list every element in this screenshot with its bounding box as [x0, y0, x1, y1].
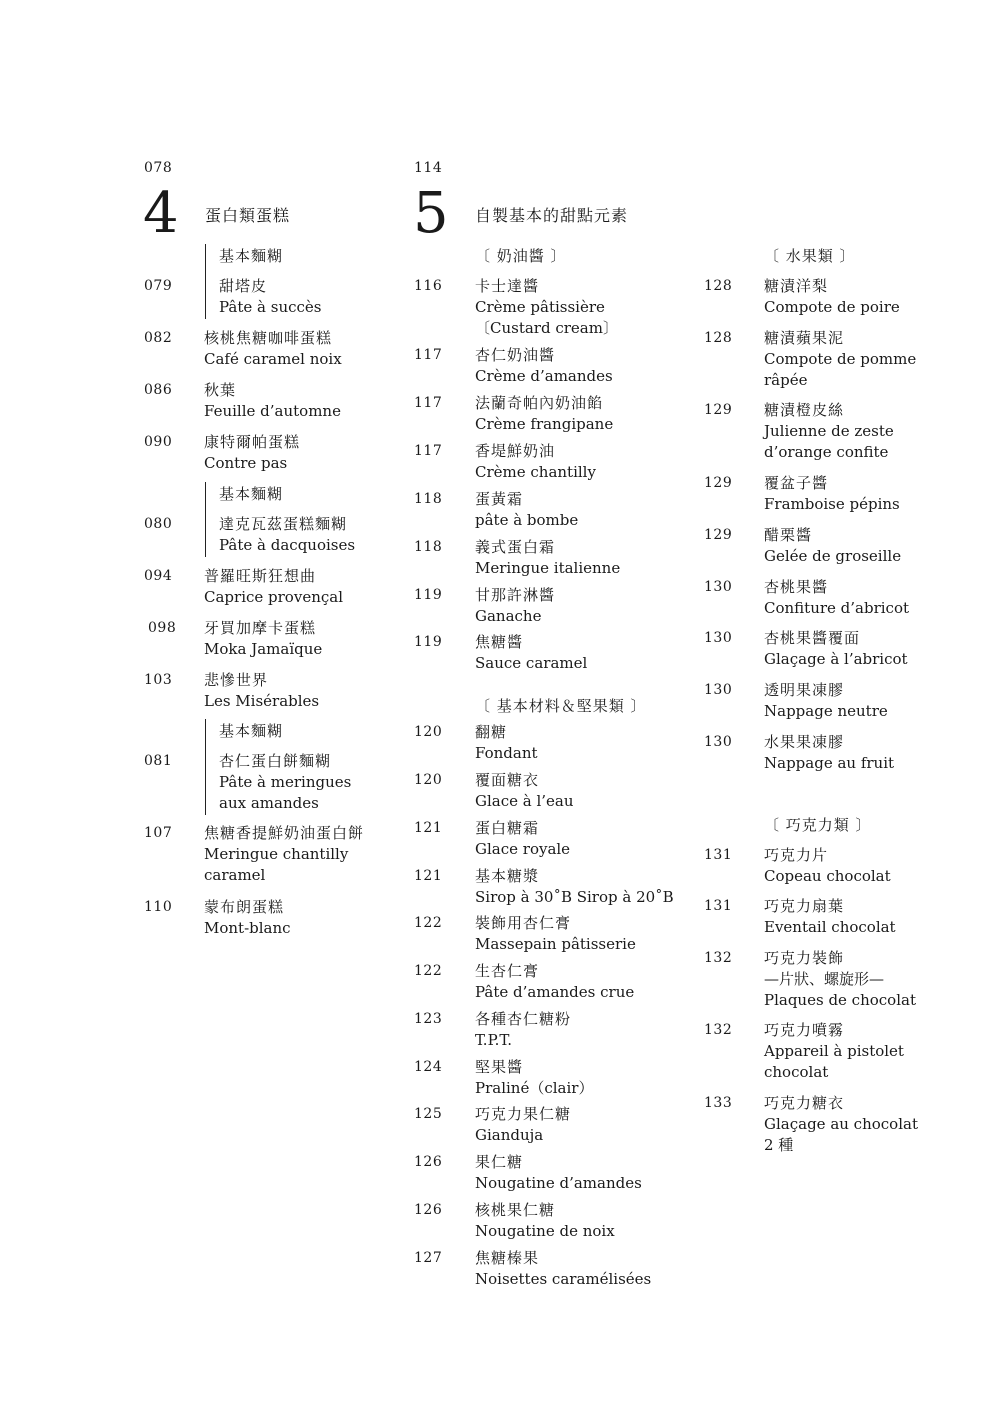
entry-title-fr: Julienne de zeste	[764, 422, 894, 440]
toc-entry[interactable]	[414, 722, 684, 766]
entry-title-fr: —片狀、螺旋形—	[764, 970, 885, 988]
entry-title-zh: 杏仁蛋白餅麵糊	[219, 752, 332, 770]
entry-page-number: 126	[414, 1202, 443, 1218]
entry-title-zh: 香堤鮮奶油	[475, 442, 556, 460]
entry-title-zh: 焦糖香提鮮奶油蛋白餅	[204, 824, 365, 842]
entry-page-number: 120	[414, 772, 443, 788]
toc-entry[interactable]	[144, 566, 374, 610]
entry-title-fr: Crème d’amandes	[475, 367, 613, 385]
entry-title-zh: 甜塔皮	[219, 277, 268, 295]
entry-title-fr: Moka Jamaïque	[204, 640, 323, 658]
entry-title-zh: 甘那許淋醬	[475, 586, 556, 604]
entry-title-zh: 焦糖榛果	[475, 1249, 540, 1267]
entry-page-number: 127	[414, 1250, 443, 1266]
toc-entry[interactable]	[704, 896, 934, 940]
entry-title-fr: 2 種	[764, 1136, 794, 1154]
toc-entry[interactable]	[414, 866, 684, 910]
entry-title-zh: 巧克力裝飾	[764, 949, 845, 967]
entry-page-number: 119	[414, 587, 443, 603]
entry-page-number: 128	[704, 330, 733, 346]
entry-page-number: 081	[144, 753, 173, 769]
entry-page-number: 132	[704, 1022, 733, 1038]
toc-entry[interactable]	[414, 441, 684, 485]
entry-page-number: 125	[414, 1106, 443, 1122]
entry-title-fr: Contre pas	[204, 454, 288, 472]
section-heading-chocolate: 〔 巧克力類 〕	[764, 816, 872, 834]
entry-page-number: 119	[414, 634, 443, 650]
base-batter-label: 基本麵糊	[219, 722, 284, 740]
entry-title-zh: 裝飾用杏仁膏	[475, 914, 572, 932]
toc-entry[interactable]	[704, 680, 934, 724]
entry-title-fr: T.P.T.	[475, 1031, 512, 1049]
entry-page-number: 121	[414, 820, 443, 836]
entry-title-fr: Café caramel noix	[204, 350, 342, 368]
chapter-5-page-number: 114	[414, 160, 443, 176]
chapter-4-title: 蛋白類蛋糕	[205, 206, 291, 225]
entry-title-zh: 達克瓦茲蛋糕麵糊	[219, 515, 348, 533]
entry-page-number: 121	[414, 868, 443, 884]
entry-page-number: 123	[414, 1011, 443, 1027]
entry-title-zh: 蛋黃霜	[475, 490, 524, 508]
entry-title-fr: Meringue chantilly	[204, 845, 349, 863]
entry-title-fr: Glace royale	[475, 840, 571, 858]
entry-page-number: 129	[704, 402, 733, 418]
entry-page-number: 117	[414, 395, 443, 411]
entry-page-number: 118	[414, 491, 443, 507]
toc-entry[interactable]	[704, 948, 934, 1014]
entry-title-zh: 糖漬洋梨	[764, 277, 829, 295]
entry-title-fr: Les Misérables	[204, 692, 320, 710]
entry-title-zh: 基本糖漿	[475, 867, 540, 885]
entry-title-zh: 堅果醬	[475, 1058, 524, 1076]
toc-entry[interactable]	[414, 770, 684, 814]
entry-page-number: 110	[144, 899, 173, 915]
entry-title-fr: Nappage au fruit	[764, 754, 895, 772]
entry-title-fr: Pâte à succès	[219, 298, 322, 316]
entry-title-fr: chocolat	[764, 1063, 829, 1081]
entry-title-zh: 生杏仁膏	[475, 962, 540, 980]
entry-title-zh: 糖漬橙皮絲	[764, 401, 845, 419]
toc-entry[interactable]	[704, 400, 934, 466]
entry-page-number: 116	[414, 278, 443, 294]
entry-title-zh: 巧克力扇葉	[764, 897, 845, 915]
toc-entry[interactable]	[414, 1009, 684, 1053]
entry-title-fr: Sirop à 30˚B Sirop à 20˚B	[475, 888, 674, 906]
entry-title-fr: Ganache	[475, 607, 542, 625]
toc-entry[interactable]	[144, 432, 374, 476]
entry-title-fr: Copeau chocolat	[764, 867, 891, 885]
entry-title-fr: Compote de pomme	[764, 350, 917, 368]
section-heading-cream: 〔 奶油醬 〕	[475, 247, 567, 265]
entry-title-zh: 杏桃果醬覆面	[764, 629, 861, 647]
entry-title-fr: Nappage neutre	[764, 702, 888, 720]
entry-title-fr: Nougatine d’amandes	[475, 1174, 642, 1192]
toc-entry[interactable]	[414, 961, 684, 1005]
toc-entry[interactable]	[144, 618, 374, 662]
entry-title-zh: 蒙布朗蛋糕	[204, 898, 285, 916]
entry-title-zh: 焦糖醬	[475, 633, 524, 651]
entry-page-number: 086	[144, 382, 173, 398]
entry-title-zh: 法蘭奇帕內奶油餡	[475, 394, 604, 412]
entry-title-fr: Gianduja	[475, 1126, 544, 1144]
toc-entry[interactable]	[414, 1248, 684, 1292]
entry-title-zh: 覆盆子醬	[764, 474, 829, 492]
entry-title-fr: d’orange confite	[764, 443, 889, 461]
toc-entry[interactable]	[414, 913, 684, 957]
entry-page-number: 120	[414, 724, 443, 740]
entry-page-number: 080	[144, 516, 173, 532]
entry-page-number: 130	[704, 579, 733, 595]
chapter-5-number: 5	[413, 181, 449, 246]
entry-title-fr: Confiture d’abricot	[764, 599, 910, 617]
entry-title-zh: 牙買加摩卡蛋糕	[204, 619, 317, 637]
toc-entry[interactable]	[414, 276, 684, 342]
entry-title-zh: 卡士達醬	[475, 277, 540, 295]
entry-title-fr: Sauce caramel	[475, 654, 588, 672]
entry-title-fr: Nougatine de noix	[475, 1222, 615, 1240]
toc-entry[interactable]	[704, 628, 934, 672]
entry-title-zh: 蛋白糖霜	[475, 819, 540, 837]
entry-page-number: 132	[704, 950, 733, 966]
entry-title-fr: caramel	[204, 866, 266, 884]
entry-title-zh: 巧克力片	[764, 846, 829, 864]
toc-entry[interactable]	[704, 732, 934, 776]
base-batter-label: 基本麵糊	[219, 485, 284, 503]
entry-page-number: 117	[414, 347, 443, 363]
entry-page-number: 103	[144, 672, 173, 688]
entry-title-fr: râpée	[764, 371, 808, 389]
toc-entry[interactable]	[144, 380, 374, 424]
entry-title-fr: Noisettes caramélisées	[475, 1270, 652, 1288]
base-batter-label: 基本麵糊	[219, 247, 284, 265]
entry-title-zh: 悲慘世界	[204, 671, 269, 689]
entry-title-fr: Crème chantilly	[475, 463, 596, 481]
entry-title-zh: 巧克力糖衣	[764, 1094, 845, 1112]
entry-title-fr: Glaçage à l’abricot	[764, 650, 908, 668]
entry-title-zh: 秋葉	[204, 381, 237, 399]
entry-page-number: 094	[144, 568, 173, 584]
entry-title-zh: 翻糖	[475, 723, 508, 741]
toc-entry[interactable]	[704, 1020, 934, 1086]
entry-title-zh: 醋栗醬	[764, 526, 813, 544]
entry-title-fr: Pâte à meringues	[219, 773, 352, 791]
entry-title-fr: 〔Custard cream〕	[475, 319, 618, 337]
toc-entry[interactable]	[144, 897, 374, 941]
entry-title-fr: aux amandes	[219, 794, 319, 812]
toc-entry[interactable]	[144, 823, 374, 889]
chapter-4-number: 4	[143, 181, 179, 246]
entry-title-fr: Meringue italienne	[475, 559, 621, 577]
section-heading-basic-materials: 〔 基本材料＆堅果類 〕	[475, 697, 647, 715]
entry-title-fr: Mont-blanc	[204, 919, 291, 937]
entry-page-number: 131	[704, 847, 733, 863]
toc-entry[interactable]	[144, 670, 374, 714]
entry-page-number: 122	[414, 915, 443, 931]
toc-entry[interactable]	[414, 632, 684, 676]
entry-page-number: 079	[144, 278, 173, 294]
entry-title-zh: 義式蛋白霜	[475, 538, 556, 556]
toc-entry[interactable]	[704, 276, 934, 320]
entry-title-zh: 糖漬蘋果泥	[764, 329, 845, 347]
entry-title-zh: 核桃果仁糖	[475, 1201, 556, 1219]
entry-title-fr: Plaques de chocolat	[764, 991, 916, 1009]
toc-entry[interactable]	[414, 1104, 684, 1148]
entry-page-number: 130	[704, 630, 733, 646]
entry-page-number: 117	[414, 443, 443, 459]
entry-page-number: 129	[704, 475, 733, 491]
entry-page-number: 131	[704, 898, 733, 914]
toc-entry[interactable]	[704, 845, 934, 889]
entry-page-number: 130	[704, 682, 733, 698]
section-heading-fruit: 〔 水果類 〕	[764, 247, 856, 265]
toc-entry[interactable]	[414, 537, 684, 581]
entry-title-zh: 巧克力噴霧	[764, 1021, 845, 1039]
entry-title-zh: 果仁糖	[475, 1153, 524, 1171]
toc-entry[interactable]	[144, 276, 374, 320]
toc-entry[interactable]	[414, 1200, 684, 1244]
entry-title-fr: Crème pâtissière	[475, 298, 605, 316]
toc-entry[interactable]	[414, 1057, 684, 1101]
entry-title-zh: 康特爾帕蛋糕	[204, 433, 301, 451]
toc-entry[interactable]	[704, 328, 934, 394]
toc-entry[interactable]	[704, 577, 934, 621]
entry-page-number: 082	[144, 330, 173, 346]
entry-title-fr: Glace à l’eau	[475, 792, 574, 810]
entry-title-zh: 巧克力果仁糖	[475, 1105, 572, 1123]
toc-entry[interactable]	[704, 525, 934, 569]
entry-title-zh: 覆面糖衣	[475, 771, 540, 789]
entry-title-fr: Pâte à dacquoises	[219, 536, 356, 554]
toc-entry[interactable]	[414, 818, 684, 862]
toc-entry[interactable]	[414, 393, 684, 437]
entry-title-fr: Pâte d’amandes crue	[475, 983, 635, 1001]
entry-title-fr: Compote de poire	[764, 298, 900, 316]
entry-title-fr: Framboise pépins	[764, 495, 900, 513]
toc-entry[interactable]	[144, 751, 374, 817]
toc-entry[interactable]	[704, 1093, 934, 1159]
entry-page-number: 098	[148, 620, 177, 636]
entry-title-zh: 杏仁奶油醬	[475, 346, 556, 364]
toc-entry[interactable]	[144, 328, 374, 372]
entry-page-number: 133	[704, 1095, 733, 1111]
toc-entry[interactable]	[414, 489, 684, 533]
chapter-5-title: 自製基本的甜點元素	[475, 206, 629, 225]
entry-title-fr: Fondant	[475, 744, 538, 762]
entry-page-number: 124	[414, 1059, 443, 1075]
entry-page-number: 122	[414, 963, 443, 979]
entry-page-number: 118	[414, 539, 443, 555]
entry-page-number: 107	[144, 825, 173, 841]
entry-title-zh: 水果果凍膠	[764, 733, 845, 751]
toc-entry[interactable]	[414, 1152, 684, 1196]
entry-page-number: 126	[414, 1154, 443, 1170]
entry-title-fr: Massepain pâtisserie	[475, 935, 636, 953]
entry-page-number: 090	[144, 434, 173, 450]
toc-entry[interactable]	[414, 585, 684, 629]
entry-title-zh: 透明果凍膠	[764, 681, 845, 699]
entry-title-fr: pâte à bombe	[475, 511, 579, 529]
entry-title-zh: 各種杏仁糖粉	[475, 1010, 572, 1028]
entry-title-zh: 杏桃果醬	[764, 578, 829, 596]
toc-entry[interactable]	[144, 514, 374, 558]
toc-entry[interactable]	[414, 345, 684, 389]
entry-title-fr: Eventail chocolat	[764, 918, 896, 936]
toc-entry[interactable]	[704, 473, 934, 517]
entry-title-zh: 普羅旺斯狂想曲	[204, 567, 317, 585]
entry-title-fr: Crème frangipane	[475, 415, 614, 433]
entry-title-fr: Caprice provençal	[204, 588, 343, 606]
entry-title-zh: 核桃焦糖咖啡蛋糕	[204, 329, 333, 347]
entry-page-number: 129	[704, 527, 733, 543]
entry-title-fr: Feuille d’automne	[204, 402, 341, 420]
entry-title-fr: Appareil à pistolet	[764, 1042, 904, 1060]
entry-title-fr: Glaçage au chocolat	[764, 1115, 918, 1133]
entry-page-number: 128	[704, 278, 733, 294]
entry-page-number: 130	[704, 734, 733, 750]
chapter-4-page-number: 078	[144, 160, 173, 176]
entry-title-fr: Gelée de groseille	[764, 547, 902, 565]
entry-title-fr: Praliné（clair）	[475, 1079, 594, 1097]
